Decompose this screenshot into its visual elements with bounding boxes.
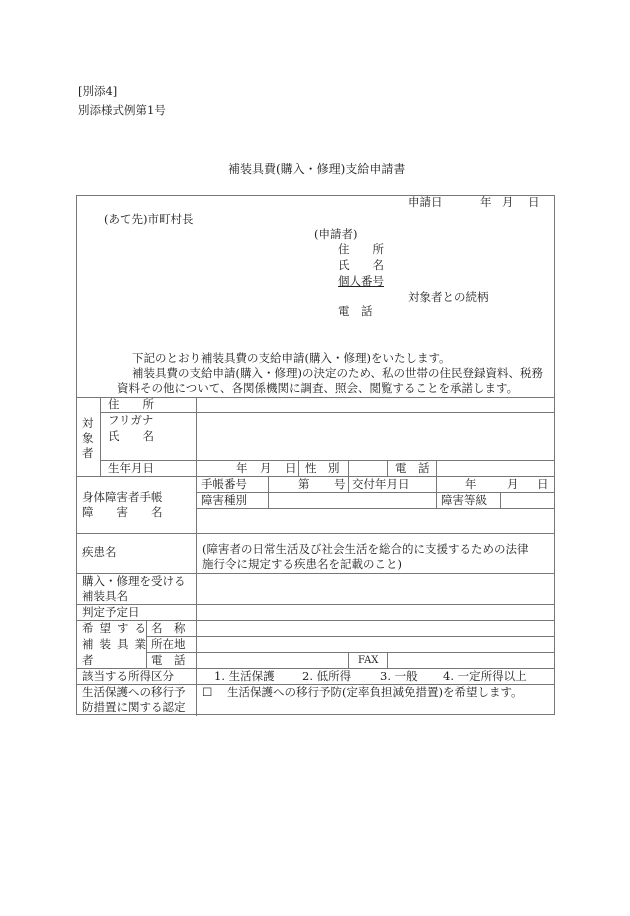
grid-line [348, 652, 349, 668]
applicant-name-label[interactable]: 氏 名 [338, 258, 384, 272]
booklet-number-prefix[interactable]: 第 [298, 477, 310, 491]
subject-birthdate-label: 生年月日 [108, 461, 154, 475]
disease-note-line-2[interactable]: 施行令に規定する疾患名を記載のこと) [202, 557, 402, 571]
vendor-fax-field[interactable] [388, 653, 555, 668]
statement-line-3: 資料その他について、各関係機関に調査、照会、閲覧することを承諾します。 [117, 381, 519, 395]
booklet-label: 身体障害者手帳 [82, 490, 163, 504]
judgment-date-field[interactable] [197, 605, 555, 620]
disease-label: 疾患名 [82, 545, 117, 559]
issue-day[interactable]: 日 [537, 477, 549, 491]
application-date-day[interactable]: 日 [528, 195, 540, 209]
vendor-location-field[interactable] [197, 637, 555, 652]
welfare-label-line-2: 防措置に関する認定 [82, 700, 186, 714]
vendor-label-line-3: 者 [82, 653, 94, 667]
grid-line [298, 460, 299, 476]
grid-line [387, 460, 388, 476]
vendor-fax-label: FAX [358, 655, 379, 666]
subject-sex-field[interactable] [349, 461, 387, 475]
subject-address-field[interactable] [197, 398, 555, 412]
disability-type-field[interactable] [269, 493, 436, 507]
vendor-location-label: 所在地 [151, 637, 186, 651]
grid-line [76, 476, 555, 477]
booklet-number-suffix: 号 [334, 477, 346, 491]
applicant-phone-label[interactable]: 電 話 [338, 304, 373, 318]
welfare-label-line-1: 生活保護への移行予 [82, 685, 186, 699]
income-option-1[interactable]: 1. 生活保護 [214, 669, 275, 683]
form-number: 別添様式例第1号 [78, 103, 166, 117]
birth-year[interactable]: 年 [236, 461, 248, 475]
vendor-phone-label: 電 話 [151, 653, 186, 667]
birth-month[interactable]: 月 [260, 461, 272, 475]
issue-month[interactable]: 月 [507, 477, 519, 491]
welfare-checkbox-text: 生活保護への移行予防(定率負担減免措置)を希望します。 [227, 685, 523, 699]
grid-line [348, 476, 349, 492]
disease-note-line-1: (障害者の日常生活及び社会生活を総合的に支援するための法律 [202, 542, 529, 556]
grid-line [436, 476, 437, 508]
subject-group-label-2: 象 [82, 431, 94, 445]
device-label-line-1: 購入・修理を受ける [82, 574, 186, 588]
applicant-address-label[interactable]: 住 所 [338, 242, 384, 256]
income-label: 該当する所得区分 [82, 669, 174, 683]
statement-line-1: 下記のとおり補装具費の支給申請(購入・修理)をいたします。 [132, 351, 451, 365]
statement-line-2: 補装具費の支給申請(購入・修理)の決定のため、私の世帯の住民登録資料、税務 [132, 366, 544, 380]
addressee: (あて先)市町村長 [104, 212, 194, 226]
vendor-name-label: 名 称 [151, 621, 186, 635]
subject-group-label-1: 対 [82, 416, 94, 430]
attachment-label: [別添4] [78, 84, 118, 98]
booklet-number-label: 手帳番号 [201, 477, 247, 491]
income-option-2[interactable]: 2. 低所得 [302, 669, 352, 683]
subject-group-label-3: 者 [82, 446, 94, 460]
application-date-year[interactable]: 年 [480, 195, 492, 209]
application-date-month[interactable]: 月 [502, 195, 514, 209]
birth-day[interactable]: 日 [285, 461, 297, 475]
applicant-heading: (申請者) [314, 227, 358, 241]
application-date-label: 申請日 [408, 195, 443, 209]
vendor-phone-field[interactable] [197, 653, 348, 668]
judgment-date-label: 判定予定日 [82, 605, 140, 619]
subject-address-label: 住 所 [108, 397, 154, 411]
welfare-checkbox[interactable]: ☐ [202, 685, 213, 699]
subject-sex-label: 性 別 [305, 461, 340, 475]
grid-line [76, 533, 555, 534]
relationship-label[interactable]: 対象者との続柄 [408, 290, 489, 304]
subject-name-label: 氏 名 [108, 429, 154, 443]
page-title: 補装具費(購入・修理)支給申請書 [228, 162, 406, 176]
income-option-4[interactable]: 4. 一定所得以上 [443, 669, 527, 683]
subject-phone-label: 電 話 [395, 461, 430, 475]
subject-phone-field[interactable] [437, 461, 555, 475]
device-label-line-2: 補装具名 [82, 589, 128, 603]
vendor-label-line-2: 補装具業 [82, 637, 152, 651]
grid-line [100, 397, 101, 476]
applicant-my-number-label[interactable]: 個人番号 [338, 274, 384, 288]
disability-grade-label: 障害等級 [441, 493, 487, 507]
vendor-label-line-1: 希望する [82, 621, 152, 635]
income-option-3[interactable]: 3. 一般 [380, 669, 418, 683]
device-name-field[interactable] [197, 574, 555, 604]
disability-name-field[interactable] [197, 509, 555, 533]
vendor-name-field[interactable] [197, 621, 555, 636]
disability-grade-field[interactable] [501, 493, 555, 507]
issue-date-label: 交付年月日 [352, 477, 410, 491]
disability-type-label: 障害種別 [201, 493, 247, 507]
subject-name-field[interactable] [197, 413, 555, 460]
disability-name-label: 障 害 名 [82, 505, 163, 519]
issue-year[interactable]: 年 [465, 477, 477, 491]
subject-furigana-label: フリガナ [108, 413, 154, 427]
